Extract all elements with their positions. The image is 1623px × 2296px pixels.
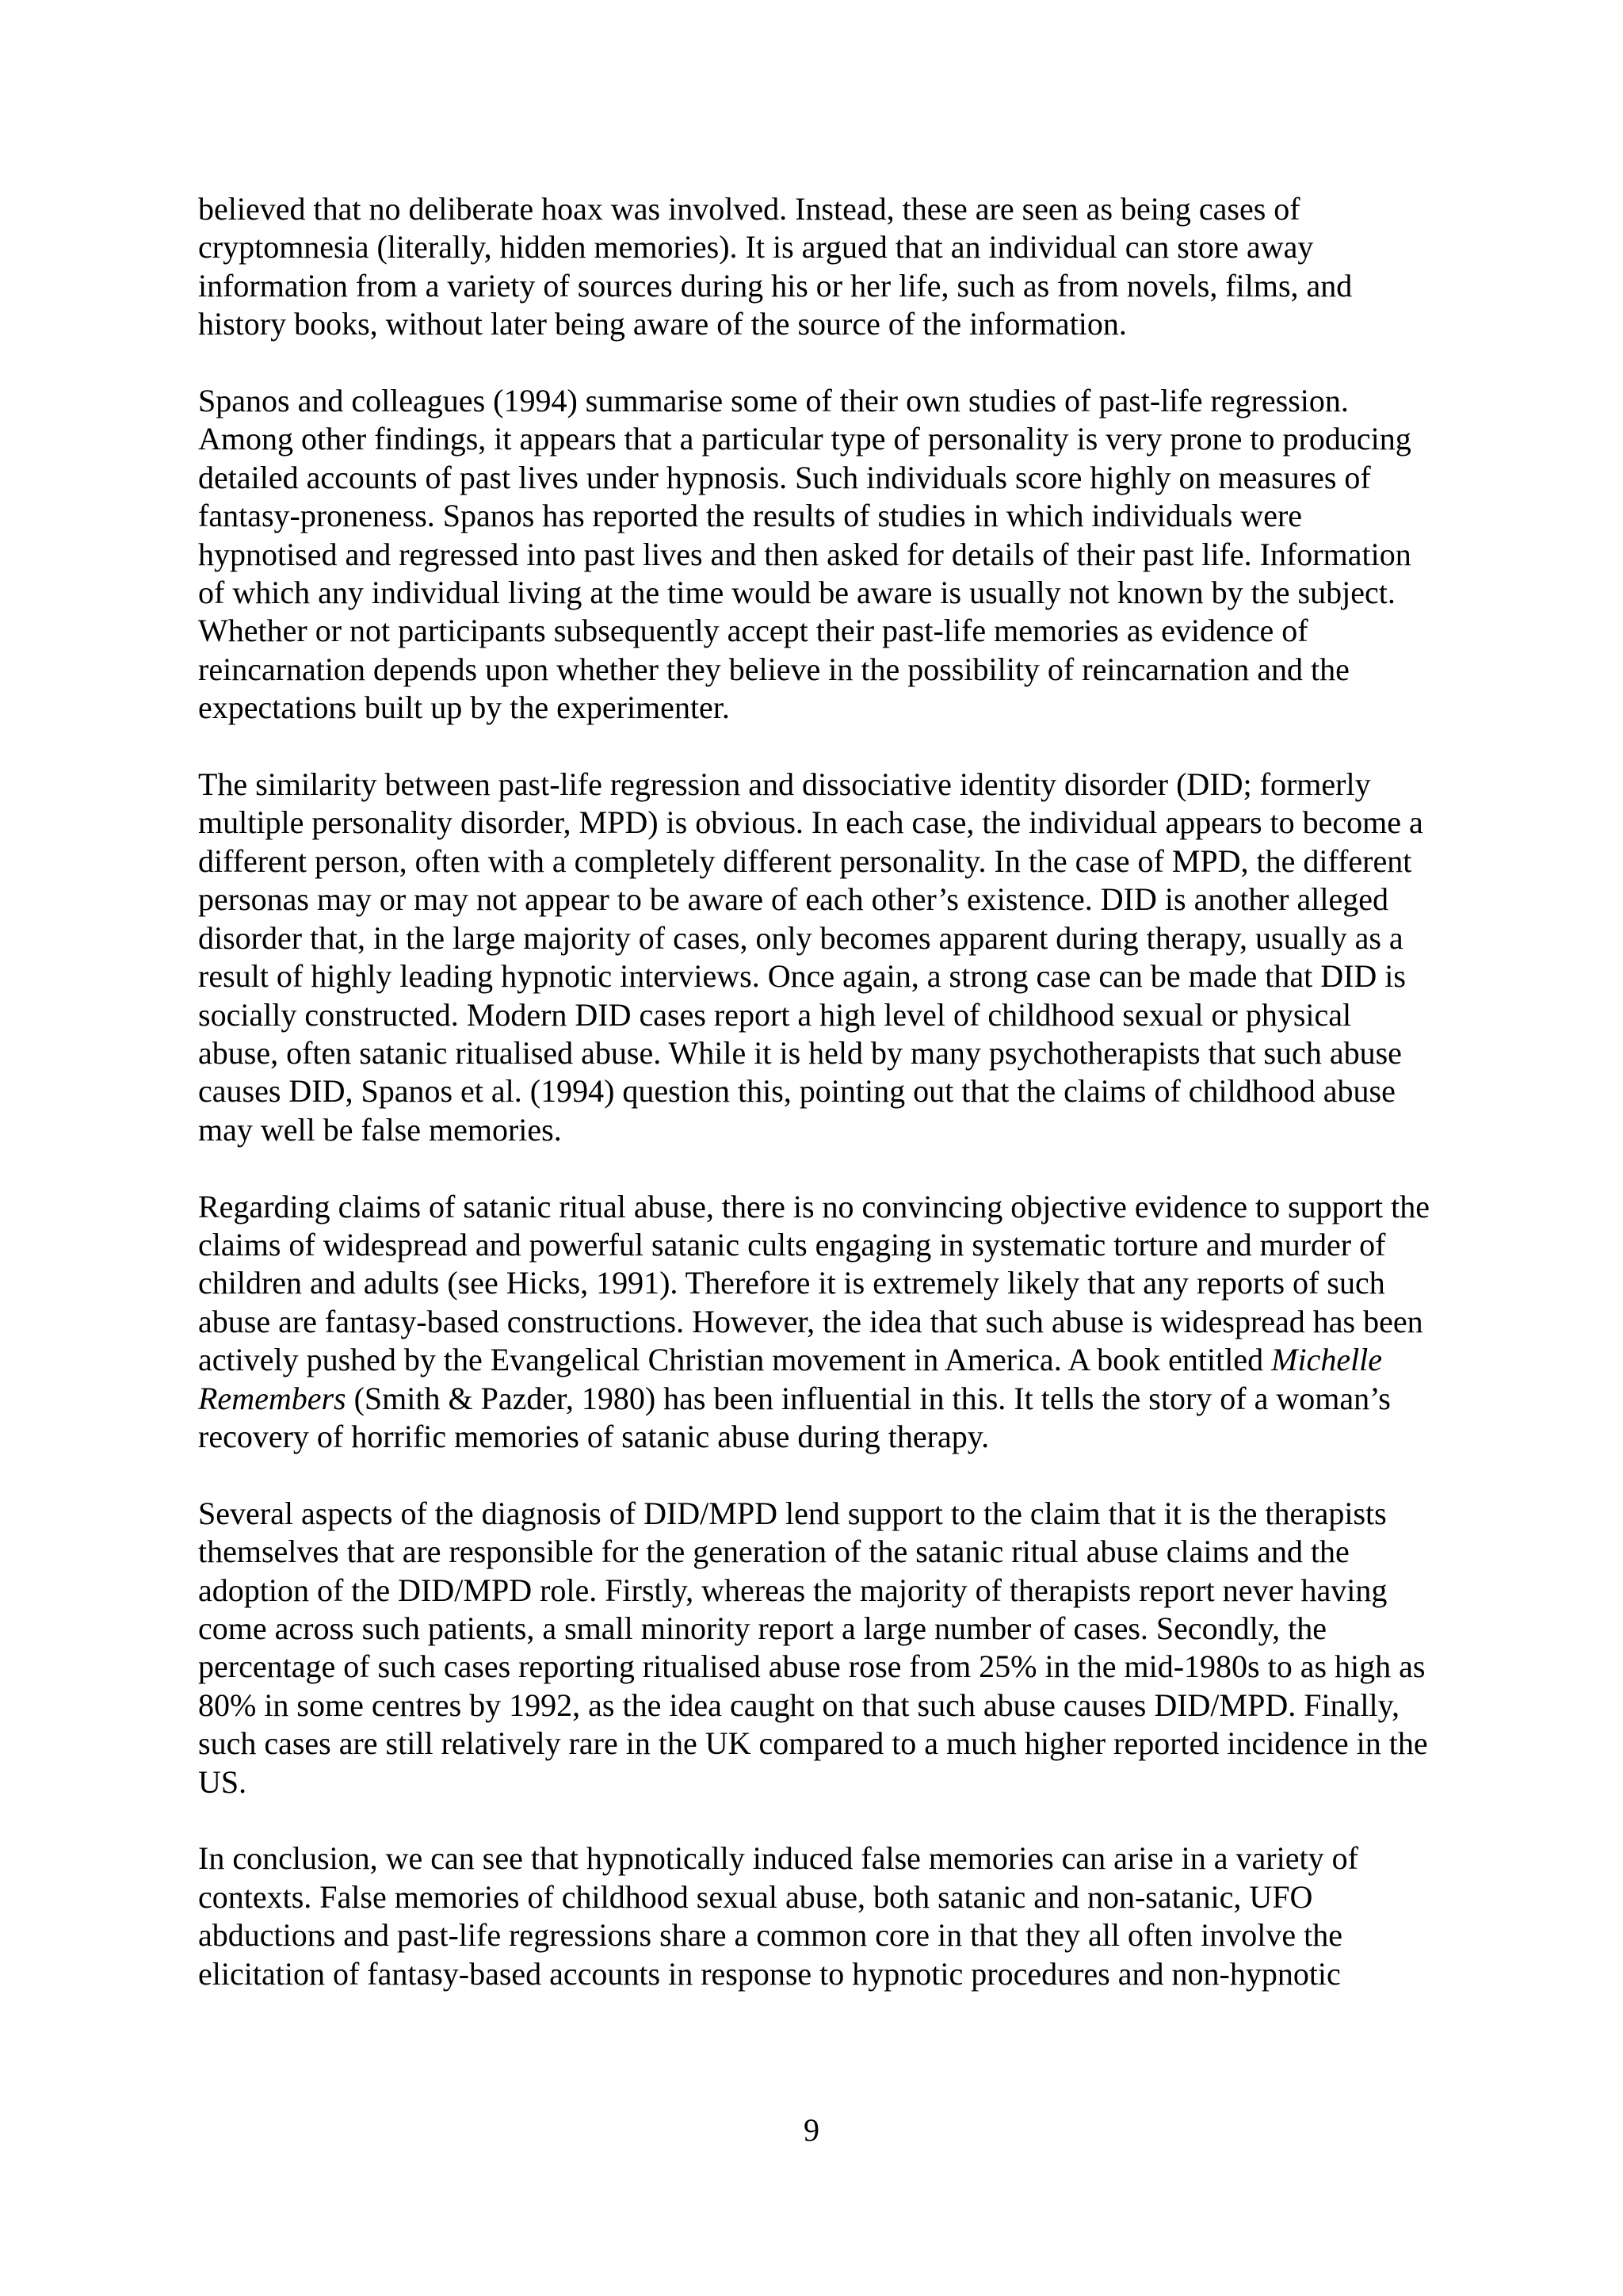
paragraph-conclusion: In conclusion, we can see that hypnotically induced false memories can arise in a variety of contexts. False memories of childhood sexual abuse, both satanic and non-satanic, UFO abductions and past-life regressions share a common core in that they all often involve the elicitation of fantasy-based accounts in response to hypnotic procedures and non-hypnotic	[198, 1840, 1358, 1992]
paragraph-spanos-studies: Spanos and colleagues (1994) summarise some of their own studies of past-life regression. Among other findings, it appears that a particular type of personality is very prone to producing detailed accounts of past lives under hypnosis. Such individuals score highly on measures of fantasy-proneness. Spanos has reported the results of studies in which individuals were hypnotised and regressed into past lives and then asked for details of their past life. Information of which any individual living at the time would be aware is usually not known by the subject. Whether or not participants subsequently accept their past-life memories as evidence of reincarnation depends upon whether they believe in the possibility of reincarnation and the expectations built up by the experimenter.	[198, 383, 1411, 726]
paragraph-did-similarity: The similarity between past-life regression and dissociative identity disorder (DID; formerly multiple personality disorder, MPD) is obvious. In each case, the individual appears to become a different person, often with a completely different personality. In the case of MPD, the different personas may or may not appear to be aware of each other’s existence. DID is another alleged disorder that, in the large majority of cases, only becomes apparent during therapy, usually as a result of highly leading hypnotic interviews. Once again, a strong case can be made that DID is socially constructed. Modern DID cases report a high level of childhood sexual or physical abuse, often satanic ritualised abuse. While it is held by many psychotherapists that such abuse causes DID, Spanos et al. (1994) question this, pointing out that the claims of childhood abuse may well be false memories.	[198, 766, 1423, 1148]
paragraph-cryptomnesia: believed that no deliberate hoax was involved. Instead, these are seen as being cases of cryptomnesia (literally, hidden memories). It is argued that an individual can store away information from a variety of sources during his or her life, such as from novels, films, and history books, without later being aware of the source of the information.	[198, 191, 1353, 342]
paragraph-satanic-ritual-abuse	[198, 1188, 1434, 1457]
paragraph-text-segment: Regarding claims of satanic ritual abuse, there is no convincing objective evidence to support the claims of widespread and powerful satanic cults engaging in systematic torture and murder of children and adults (see Hicks, 1991). Therefore it is extremely likely that any reports of such abuse are fantasy-based constructions. However, the idea that such abuse is widespread has been actively pushed by the Evangelical Christian movement in America. A book entitled	[198, 1188, 1430, 1378]
page-number: 9	[804, 2112, 819, 2148]
paragraph-did-diagnosis: Several aspects of the diagnosis of DID/MPD lend support to the claim that it is the therapists themselves that are responsible for the generation of the satanic ritual abuse claims and the adoption of the DID/MPD role. Firstly, whereas the majority of therapists report never having come across such patients, a small minority report a large number of cases. Secondly, the percentage of such cases reporting ritualised abuse rose from 25% in the mid-1980s to as high as 80% in some centres by 1992, as the idea caught on that such abuse causes DID/MPD. Finally, such cases are still relatively rare in the UK compared to a much higher reported incidence in the US.	[198, 1495, 1428, 1800]
book-title: Michelle Remembers	[198, 1342, 1383, 1416]
paragraph-text-segment: (Smith & Pazder, 1980) has been influential in this. It tells the story of a woman’s recovery of horrific memories of satanic abuse during therapy.	[198, 1380, 1391, 1454]
body-text	[198, 190, 1434, 1993]
